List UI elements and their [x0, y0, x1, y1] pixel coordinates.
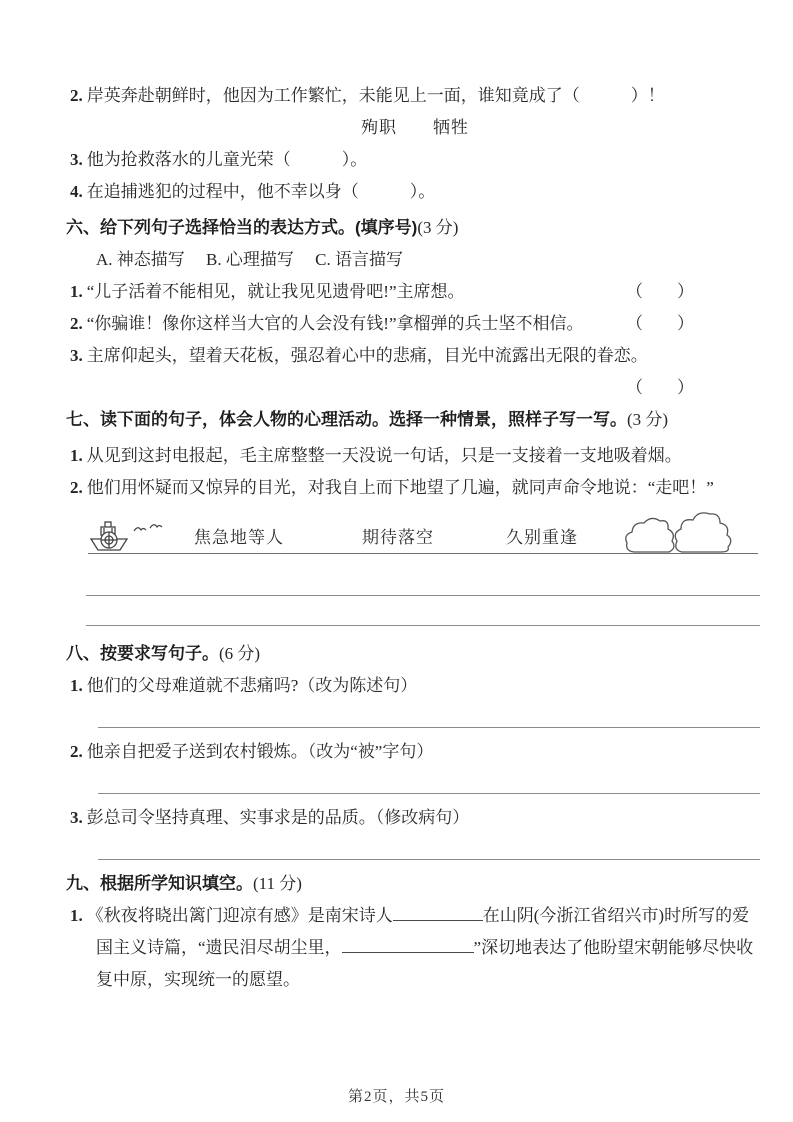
section7-score: (3 分): [627, 410, 669, 429]
q7-item-2: [70, 472, 760, 504]
page-footer: 第2页，共5页: [347, 1089, 445, 1105]
clouds-icon: [624, 507, 752, 553]
q6-item-2: [70, 308, 760, 340]
item-instruction: （改为“被”字句）: [307, 742, 434, 761]
scenario-option-1: 焦急地等人: [194, 528, 284, 547]
item-text: 主席仰起头，望着天花板，强忍着心中的悲痛，目光中流露出无限的眷恋。: [86, 346, 648, 365]
item-number: 2.: [70, 478, 83, 497]
answer-paren-slot[interactable]: （ ）: [626, 282, 694, 301]
q7-item-1: [70, 440, 760, 472]
item-text-segment: ”深切地表达了他盼望宋朝能够尽快收复中原，实现统一的愿望。: [96, 938, 754, 989]
item-text: 彭总司令坚持真理、实事求是的品质。: [86, 808, 376, 827]
item-number: 2.: [70, 742, 83, 761]
item-text: 在追捕逃犯的过程中，他不幸以身（ ）。: [86, 182, 436, 201]
section9-title: 九、根据所学知识填空。(11 分): [66, 874, 302, 893]
q5-item-2: [70, 80, 760, 112]
section9-score: (11 分): [253, 874, 302, 893]
item-text: 从见到这封电报起，毛主席整整一天没说一句话，只是一支接着一支地吸着烟。: [86, 446, 682, 465]
answer-paren-slot[interactable]: （ ）: [626, 378, 694, 397]
section7-title: 七、读下面的句子，体会人物的心理活动。选择一种情景，照样子写一写。(3 分): [66, 410, 669, 429]
birds-icon: [132, 521, 164, 535]
answer-line[interactable]: [86, 566, 760, 596]
section8-title: 八、按要求写句子。(6 分): [66, 644, 261, 663]
item-number: 1.: [70, 676, 83, 695]
fill-blank[interactable]: [393, 905, 483, 921]
answer-line[interactable]: [98, 768, 760, 794]
item-text: 他亲自把爱子送到农村锻炼。: [86, 742, 308, 761]
section6-score: (3 分): [417, 218, 459, 237]
item-text: 他们的父母难道就不悲痛吗?: [86, 676, 299, 695]
item-text: “你骗谁！像你这样当大官的人会没有钱!”拿榴弹的兵士坚不相信。: [86, 314, 584, 333]
q9-item-1: [70, 900, 760, 996]
scenario-option-2: 期待落空: [362, 528, 434, 547]
item-text: 他为抢救落水的儿童光荣（ ）。: [86, 150, 368, 169]
item-number: 1.: [70, 282, 83, 301]
section8-score: (6 分): [219, 644, 261, 663]
section6-options: A. 神态描写 B. 心理描写 C. 语言描写: [96, 250, 403, 269]
item-text-segment: 《秋夜将晓出篱门迎凉有感》是南宋诗人: [86, 906, 393, 925]
section6-title: 六、给下列句子选择恰当的表达方式。(填序号)(3 分): [66, 218, 459, 237]
item-instruction: （修改病句）: [375, 808, 470, 827]
q6-item-3: [70, 340, 760, 372]
item-number: 1.: [70, 906, 83, 925]
q8-item-3: [70, 802, 760, 834]
item-text: 岸英奔赴朝鲜时，他因为工作繁忙，未能见上一面，谁知竟成了（ ）！: [86, 86, 665, 105]
answer-line[interactable]: [98, 834, 760, 860]
q8-item-1: [70, 670, 760, 702]
item-number: 2.: [70, 86, 83, 105]
q6-item-1: [70, 276, 760, 308]
scenario-option-3: 久别重逢: [506, 528, 578, 547]
scenario-strip: [88, 510, 758, 554]
word-bank: 殉职 牺牲: [361, 118, 469, 137]
answer-line[interactable]: [98, 702, 760, 728]
boat-icon: [88, 519, 130, 553]
item-number: 3.: [70, 808, 83, 827]
q5-item-4: [70, 176, 760, 208]
fill-blank[interactable]: [342, 937, 474, 953]
item-text-segment: 在山阴(今浙江省绍兴市)时所写的爱国主义诗篇，“遗民泪尽胡尘里，: [96, 906, 750, 957]
item-text: 他们用怀疑而又惊异的目光，对我自上而下地望了几遍，就同声命令地说：“走吧！”: [86, 478, 714, 497]
item-text: “儿子活着不能相见，就让我见见遗骨吧!”主席想。: [86, 282, 465, 301]
item-number: 3.: [70, 150, 83, 169]
item-number: 2.: [70, 314, 83, 333]
q8-item-2: [70, 736, 760, 768]
answer-line[interactable]: [86, 596, 760, 626]
answer-paren-slot[interactable]: （ ）: [626, 314, 694, 333]
item-instruction: （改为陈述句）: [298, 676, 418, 695]
item-number: 1.: [70, 446, 83, 465]
item-number: 4.: [70, 182, 83, 201]
q5-item-3: [70, 144, 760, 176]
item-number: 3.: [70, 346, 83, 365]
